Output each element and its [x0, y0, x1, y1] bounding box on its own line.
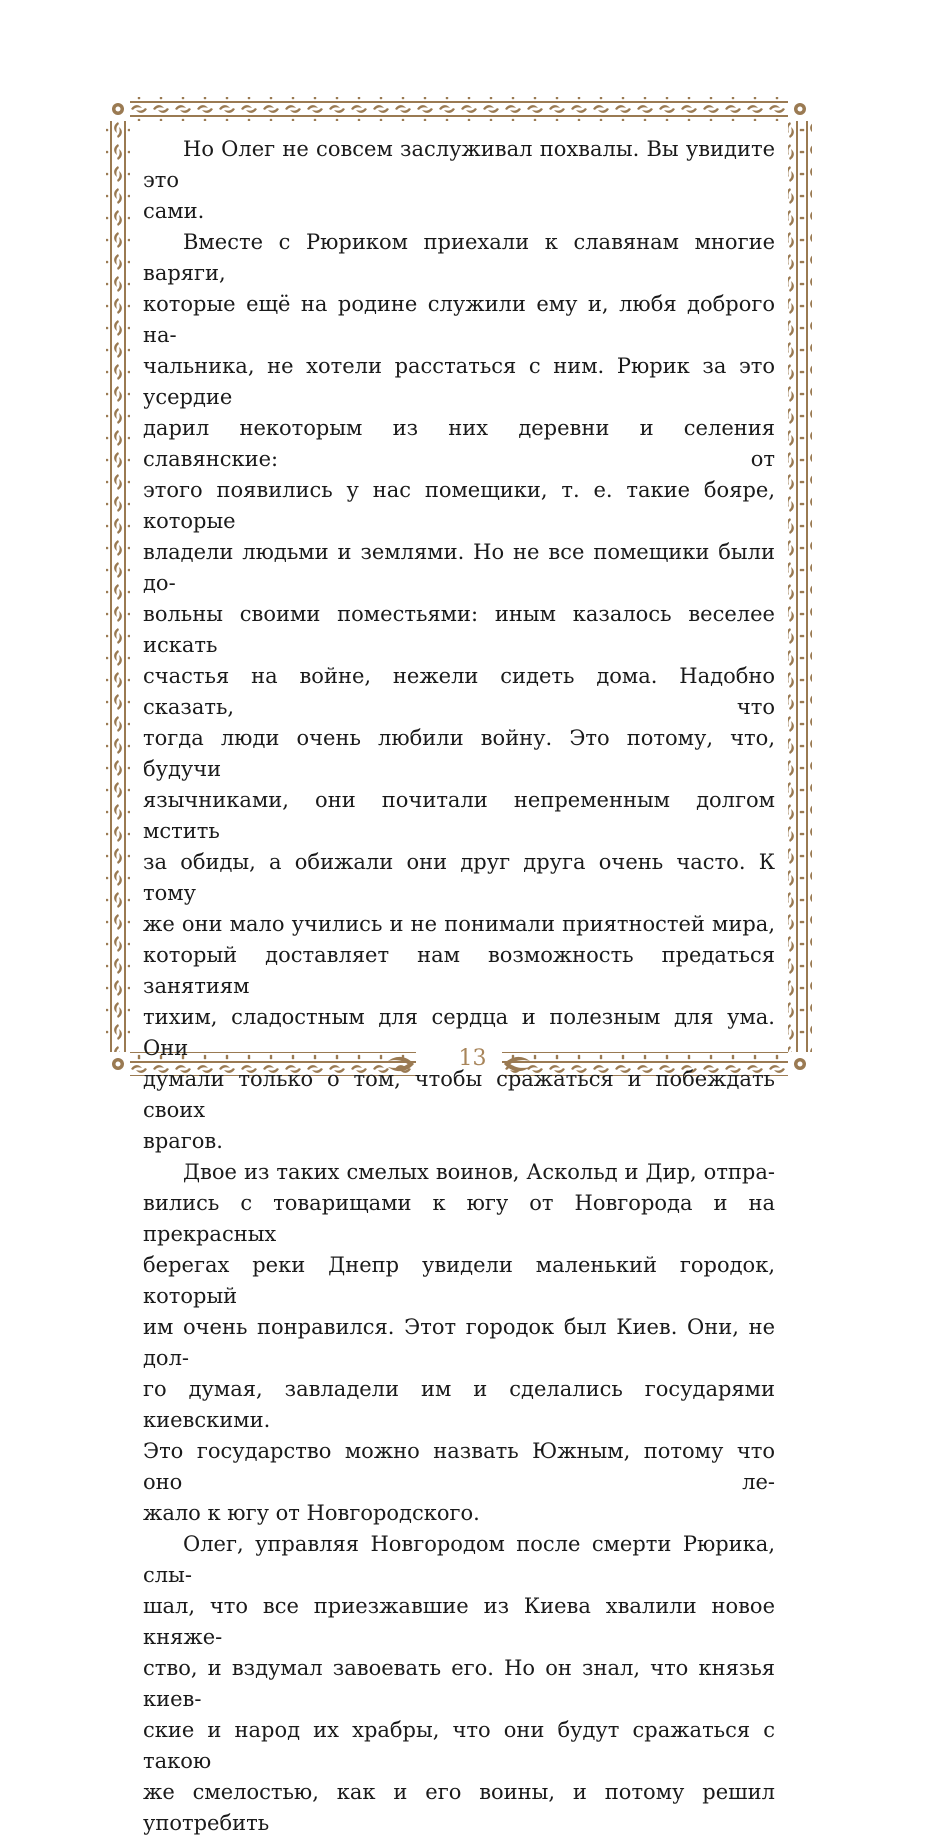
text-line — [143, 227, 775, 289]
text-line-content: Двое из таких смелых воинов, Аскольд и Дир, отпра- — [183, 1160, 775, 1184]
text-line — [143, 599, 775, 661]
text-line — [143, 289, 775, 351]
text-line — [143, 1529, 775, 1591]
text-line — [143, 475, 775, 537]
text-line — [143, 1436, 775, 1498]
text-line — [143, 537, 775, 599]
text-line — [143, 196, 775, 227]
text-line — [143, 785, 775, 847]
text-line-content: счастья на войне, нежели сидеть дома. Надобно сказать, что — [143, 664, 775, 719]
text-line-content: же они мало учились и не понимали приятностей мира, — [143, 912, 775, 936]
text-line — [143, 940, 775, 1002]
page-number: 13 — [458, 1046, 487, 1071]
frame-right-border — [788, 97, 812, 1076]
text-line — [143, 1374, 775, 1436]
text-line — [143, 1777, 775, 1839]
text-line-content: им очень понравился. Этот городок был Киев. Они, не дол- — [143, 1315, 775, 1370]
text-line — [143, 1715, 775, 1777]
text-line-content: жало к югу от Новгородского. — [143, 1501, 480, 1525]
text-line-content: язычниками, они почитали непременным долгом мстить — [143, 788, 775, 843]
text-line-content: Вместе с Рюриком приехали к славянам многие варяги, — [143, 230, 775, 285]
text-line-content: вились с товарищами к югу от Новгорода и на прекрасных — [143, 1191, 775, 1246]
text-line-content: этого появились у нас помещики, т. е. такие бояре, которые — [143, 478, 775, 533]
text-line — [143, 351, 775, 413]
text-line — [143, 1250, 775, 1312]
text-line-content: который доставляет нам возможность предаться занятиям — [143, 943, 775, 998]
text-line — [143, 1188, 775, 1250]
text-line — [143, 413, 775, 475]
text-line — [143, 1498, 775, 1529]
text-line-content: же смелостью, как и его воины, и потому решил употребить — [143, 1780, 775, 1835]
text-line-content: владели людьми и землями. Но не все помещики были до- — [143, 540, 775, 595]
text-line-content: дарил некоторым из них деревни и селения славянские: от — [143, 416, 775, 471]
text-line-content: врагов. — [143, 1129, 223, 1153]
text-line-content: которые ещё на родине служили ему и, любя доброго на- — [143, 292, 775, 347]
text-line-content: Олег, управляя Новгородом после смерти Рюрика, слы- — [143, 1532, 775, 1587]
text-line-content: ство, и вздумал завоевать его. Но он знал, что князья киев- — [143, 1656, 775, 1711]
body-text — [143, 134, 775, 1839]
text-line — [143, 723, 775, 785]
text-line-content: ские и народ их храбры, что они будут сражаться с такою — [143, 1718, 775, 1773]
text-line — [143, 847, 775, 909]
text-line — [143, 909, 775, 940]
text-line — [143, 1126, 775, 1157]
text-line-content: думали только о том, чтобы сражаться и побеждать своих — [143, 1067, 775, 1122]
text-line-content: тогда люди очень любили войну. Это потому, что, будучи — [143, 726, 775, 781]
text-line-content: тихим, сладостным для сердца и полезным для ума. Они — [143, 1005, 775, 1060]
text-line-content: чальника, не хотели расстаться с ним. Рюрик за это усердие — [143, 354, 775, 409]
text-line-content: за обиды, а обижали они друг друга очень часто. К тому — [143, 850, 775, 905]
text-line-content: вольны своими поместьями: иным казалось веселее искать — [143, 602, 775, 657]
text-line — [143, 1157, 775, 1188]
text-line-content: Это государство можно назвать Южным, потому что оно ле- — [143, 1439, 775, 1494]
text-line-content: сами. — [143, 199, 205, 223]
frame-top-border — [106, 97, 812, 121]
text-line-content: берегах реки Днепр увидели маленький городок, который — [143, 1253, 775, 1308]
text-line — [143, 1653, 775, 1715]
text-line-content: го думая, завладели им и сделались государями киевскими. — [143, 1377, 775, 1432]
frame-left-border — [106, 97, 130, 1076]
text-line — [143, 1591, 775, 1653]
text-line — [143, 1312, 775, 1374]
text-line-content: шал, что все приезжавшие из Киева хвалили новое княже- — [143, 1594, 775, 1649]
text-line-content: Но Олег не совсем заслуживал похвалы. Вы увидите это — [143, 137, 775, 192]
text-line — [143, 134, 775, 196]
text-line — [143, 661, 775, 723]
text-line — [143, 1064, 775, 1126]
